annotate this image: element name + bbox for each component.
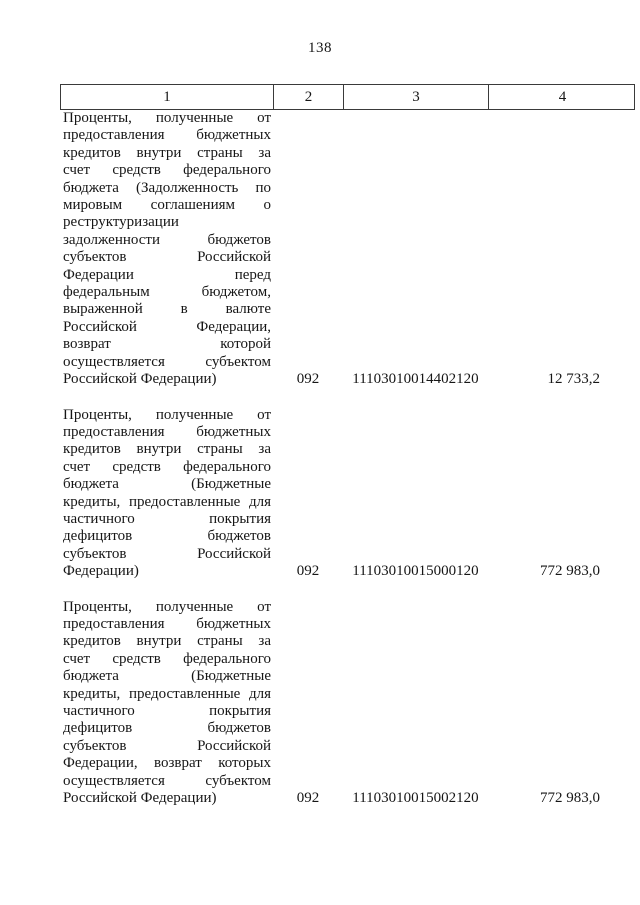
description-line: мировым соглашениям о <box>63 197 271 214</box>
description-line: кредиты, предоставленные для <box>63 493 271 510</box>
description-line: задолженности бюджетов <box>63 231 271 248</box>
row-description <box>60 407 273 581</box>
row-chapter-code: 092 <box>296 563 320 580</box>
description-line: субъектов Российской <box>63 737 271 754</box>
table-row <box>60 407 635 581</box>
row-classification-code: 11103010014402120 <box>352 371 479 388</box>
column-header-1: 1 <box>61 85 274 109</box>
row-description <box>60 599 273 808</box>
description-line: федеральным бюджетом, <box>63 284 271 301</box>
row-amount: 12 733,2 <box>547 371 600 388</box>
description-line: Федерации, возврат которых <box>63 755 271 772</box>
description-line: осуществляется субъектом <box>63 772 271 789</box>
description-line: счет средств федерального <box>63 458 271 475</box>
page-number: 138 <box>308 40 332 56</box>
description-line: Российской Федерации) <box>63 790 217 807</box>
description-line: Российской Федерации) <box>63 371 217 388</box>
column-header-3: 3 <box>344 85 489 109</box>
description-line: бюджета (Бюджетные <box>63 668 271 685</box>
description-line: возврат которой <box>63 336 271 353</box>
description-line: Федерации) <box>63 563 139 580</box>
description-line: кредитов внутри страны за <box>63 441 271 458</box>
description-line: кредиты, предоставленные для <box>63 685 271 702</box>
description-line: кредитов внутри страны за <box>63 633 271 650</box>
description-line: Проценты, полученные от <box>63 598 271 615</box>
row-description <box>60 110 273 389</box>
description-line: Проценты, полученные от <box>63 110 271 126</box>
description-line: выраженной в валюте <box>63 301 271 318</box>
row-chapter-code: 092 <box>296 371 320 388</box>
description-line: предоставления бюджетных <box>63 127 271 144</box>
description-line: частичного покрытия <box>63 510 271 527</box>
table-body <box>60 110 635 807</box>
table-header-row <box>60 84 635 110</box>
description-line: Проценты, полученные от <box>63 406 271 423</box>
description-line: счет средств федерального <box>63 162 271 179</box>
description-line: предоставления бюджетных <box>63 615 271 632</box>
table-row <box>60 599 635 808</box>
description-line: дефицитов бюджетов <box>63 720 271 737</box>
description-line: предоставления бюджетных <box>63 423 271 440</box>
description-line: дефицитов бюджетов <box>63 528 271 545</box>
row-chapter-code: 092 <box>296 790 320 807</box>
description-line: Федерации перед <box>63 266 271 283</box>
row-amount: 772 983,0 <box>540 790 600 807</box>
description-line: кредитов внутри страны за <box>63 144 271 161</box>
description-line: бюджета (Бюджетные <box>63 476 271 493</box>
description-line: субъектов Российской <box>63 545 271 562</box>
description-line: осуществляется субъектом <box>63 353 271 370</box>
description-line: реструктуризации <box>63 214 179 231</box>
column-header-4: 4 <box>558 89 567 105</box>
row-classification-code: 11103010015002120 <box>352 790 479 807</box>
description-line: бюджета (Задолженность по <box>63 179 271 196</box>
budget-table <box>60 84 635 825</box>
row-amount: 772 983,0 <box>540 563 600 580</box>
column-header-2: 2 <box>274 85 344 109</box>
row-classification-code: 11103010015000120 <box>352 563 479 580</box>
table-row <box>60 110 635 389</box>
description-line: счет средств федерального <box>63 650 271 667</box>
description-line: частичного покрытия <box>63 703 271 719</box>
description-line: Российской Федерации, <box>63 318 271 335</box>
description-line: субъектов Российской <box>63 249 271 266</box>
